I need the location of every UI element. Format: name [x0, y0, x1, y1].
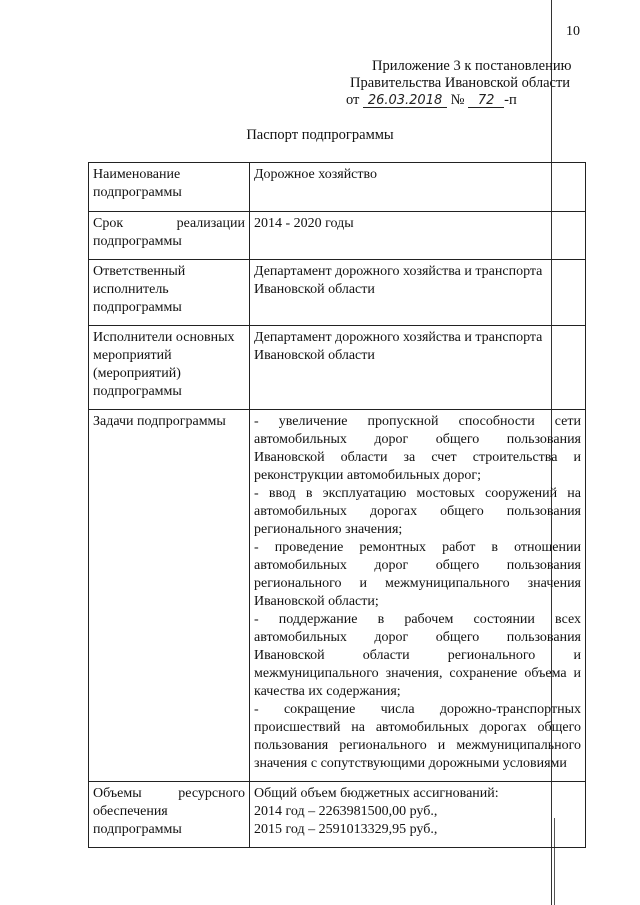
row-label [89, 212, 250, 260]
task-item: - поддержание в рабочем состоянии всех автомобильных дорог общего пользования Ивановской области регионального и межмуниципального значения, сохранение объема и качества их содержания; [254, 612, 581, 699]
appendix-line-3 [346, 92, 586, 109]
tasks-list [250, 410, 586, 782]
page-number: 10 [566, 24, 580, 39]
funding-line: 2014 год – 2263981500,00 руб., [254, 804, 438, 819]
number-sign: № [450, 92, 465, 108]
number-suffix: -п [504, 92, 517, 108]
row-label-line: обеспечения подпрограммы [93, 804, 182, 837]
row-value: 2014 - 2020 годы [250, 212, 586, 260]
table-row [89, 260, 586, 326]
row-value: Департамент дорожного хозяйства и транспорта Ивановской области [250, 260, 586, 326]
row-label [89, 782, 250, 848]
appendix-header [346, 58, 586, 109]
appendix-line-1: Приложение 3 к постановлению [372, 58, 572, 74]
document-title: Паспорт подпрограммы [246, 127, 394, 143]
task-item: - увеличение пропускной способности сети автомобильных дорог общего пользования Ивановской области за счет строительства и реконструкции автомобильных дорог; [254, 414, 581, 483]
passport-table [88, 162, 586, 848]
appendix-line-2: Правительства Ивановской области [350, 75, 571, 91]
table-row [89, 410, 586, 782]
handwritten-date: 26.03.2018 [363, 94, 447, 108]
appendix-from: от [346, 92, 360, 108]
row-value: Дорожное хозяйство [250, 163, 586, 212]
row-label-line: подпрограммы [93, 234, 182, 249]
row-value: Департамент дорожного хозяйства и транспорта Ивановской области [250, 326, 586, 410]
table-row [89, 326, 586, 410]
table-row [89, 212, 586, 260]
task-item: - проведение ремонтных работ в отношении автомобильных дорог общего пользования регионального и межмуниципального значения Ивановской области; [254, 540, 581, 609]
task-item: - сокращение числа дорожно-транспортных происшествий на автомобильных дорогах общего пользования регионального и межмуниципального значения с сопутствующими дорожными условиями [254, 702, 581, 771]
row-label-line: Срок реализации [93, 216, 245, 231]
row-label: Задачи подпрограммы [89, 410, 250, 782]
table-row [89, 163, 586, 212]
row-label-line: Объемы ресурсного [93, 786, 245, 801]
row-label: Ответственный исполнитель подпрограммы [89, 260, 250, 326]
row-label: Наименование подпрограммы [89, 163, 250, 212]
task-item: - ввод в эксплуатацию мостовых сооружений на автомобильных дорогах общего пользования регионального значения; [254, 486, 581, 537]
row-label: Исполнители основных мероприятий (мероприятий) подпрограммы [89, 326, 250, 410]
funding-line: Общий объем бюджетных ассигнований: [254, 786, 499, 801]
funding-line: 2015 год – 2591013329,95 руб., [254, 822, 438, 837]
table-row [89, 782, 586, 848]
handwritten-number: 72 [468, 94, 504, 108]
funding-list [250, 782, 586, 848]
